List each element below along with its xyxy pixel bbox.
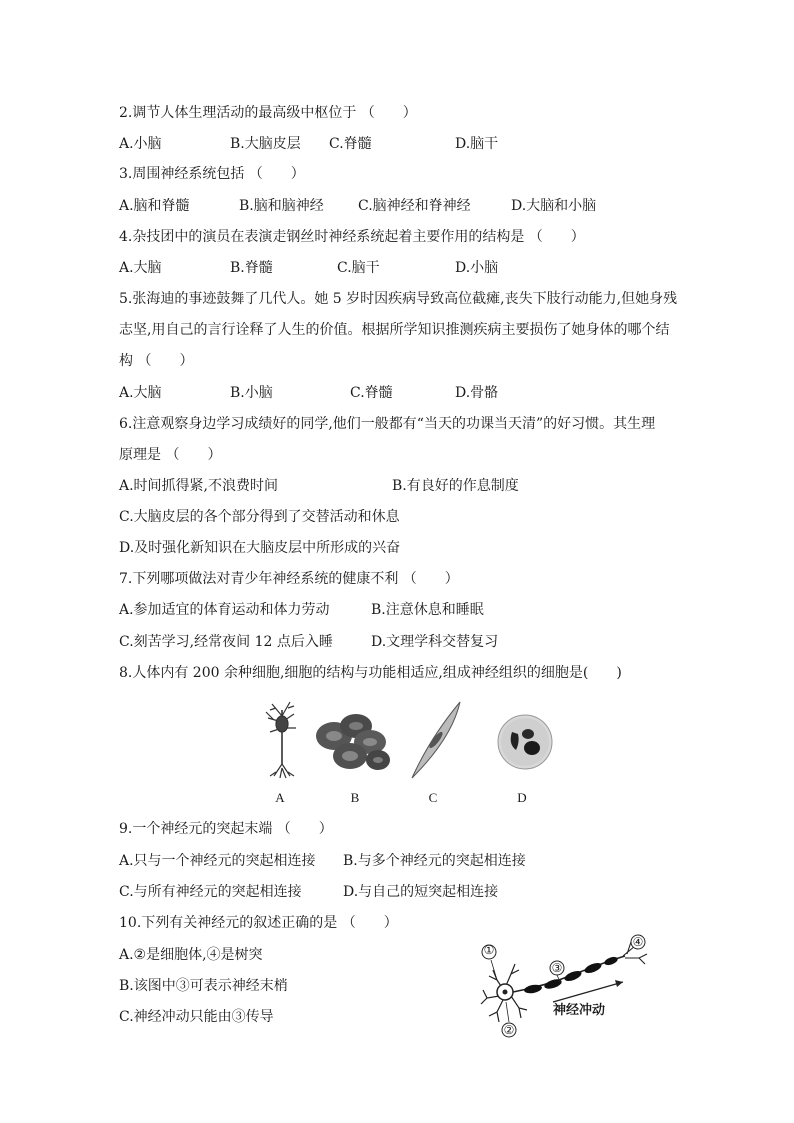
- q6-option-c: C.大脑皮层的各个部分得到了交替活动和休息: [119, 509, 400, 525]
- q4-option-c: C.脑干: [337, 260, 380, 276]
- q6-option-b: B.有良好的作息制度: [392, 478, 519, 494]
- q2-option-a: A.小脑: [119, 136, 162, 152]
- marker-1-label: ①: [483, 943, 495, 957]
- smooth-muscle-cell-image: [412, 702, 460, 778]
- figure-label-d: D: [517, 790, 527, 805]
- q3-option-a: A.脑和脊髓: [119, 198, 190, 214]
- q4-option-a: A.大脑: [119, 260, 162, 276]
- q9-option-d: D.与自己的短突起相连接: [343, 884, 499, 900]
- q10-option-c: C.神经冲动只能由③传导: [119, 1009, 274, 1025]
- q7-option-d: D.文理学科交替复习: [371, 634, 499, 650]
- q2-option-b: B.大脑皮层: [230, 136, 301, 152]
- q3-option-d: D.大脑和小脑: [511, 198, 597, 214]
- q2-option-c: C.脊髓: [329, 136, 372, 152]
- q4-option-d: D.小脑: [455, 260, 499, 276]
- q5-option-b: B.小脑: [230, 385, 273, 401]
- white-blood-cell-image: [498, 715, 552, 769]
- question-5-stem-line-2: 志坚,用自己的言行诠释了人生的价值。根据所学知识推测疾病主要损伤了她身体的哪个结: [119, 322, 670, 338]
- q4-option-b: B.脊髓: [230, 260, 273, 276]
- q7-option-b: B.注意休息和睡眠: [371, 602, 484, 618]
- impulse-caption: 神经冲动: [553, 1003, 606, 1018]
- q7-option-a: A.参加适宜的体育运动和体力劳动: [119, 602, 330, 618]
- q5-option-d: D.骨骼: [455, 385, 499, 401]
- question-7-stem: 7.下列哪项做法对青少年神经系统的健康不利 （ ）: [119, 571, 459, 587]
- q9-option-b: B.与多个神经元的突起相连接: [343, 853, 526, 869]
- q10-option-a: A.②是细胞体,④是树突: [119, 947, 263, 963]
- red-blood-cell-image: [316, 714, 390, 770]
- q5-option-a: A.大脑: [119, 385, 162, 401]
- question-2-stem: 2.调节人体生理活动的最高级中枢位于 （ ）: [119, 105, 417, 121]
- q10-option-b: B.该图中③可表示神经末梢: [119, 978, 288, 994]
- q9-option-c: C.与所有神经元的突起相连接: [119, 884, 302, 900]
- figure-label-c: C: [428, 790, 438, 805]
- q2-option-d: D.脑干: [455, 136, 499, 152]
- question-3-stem: 3.周围神经系统包括 （ ）: [119, 166, 305, 182]
- question-6-stem-line-2: 原理是 （ ）: [119, 447, 222, 463]
- marker-2-label: ②: [503, 1023, 515, 1037]
- q9-option-a: A.只与一个神经元的突起相连接: [119, 853, 316, 869]
- figure-label-b: B: [350, 790, 360, 805]
- marker-4-label: ④: [632, 935, 644, 949]
- question-10-stem: 10.下列有关神经元的叙述正确的是 （ ）: [119, 915, 398, 931]
- q6-option-a: A.时间抓得紧,不浪费时间: [119, 478, 279, 494]
- q3-option-c: C.脑神经和脊神经: [358, 198, 471, 214]
- question-9-stem: 9.一个神经元的突起末端 （ ）: [119, 821, 333, 837]
- question-6-stem-line-1: 6.注意观察身边学习成绩好的同学,他们一般都有“当天的功课当天清”的好习惯。其生理: [119, 416, 656, 432]
- marker-3-label: ③: [551, 961, 563, 975]
- q5-option-c: C.脊髓: [350, 385, 393, 401]
- q3-option-b: B.脑和脑神经: [239, 198, 324, 214]
- q6-option-d: D.及时强化新知识在大脑皮层中所形成的兴奋: [119, 540, 401, 556]
- cell-images-figure: [262, 698, 562, 786]
- question-4-stem: 4.杂技团中的演员在表演走钢丝时神经系统起着主要作用的结构是 （ ）: [119, 229, 585, 245]
- question-5-stem-line-3: 构 （ ）: [119, 353, 194, 369]
- question-8-stem: 8.人体内有 200 余种细胞,细胞的结构与功能相适应,组成神经组织的细胞是( ): [119, 665, 622, 681]
- q7-option-c: C.刻苦学习,经常夜间 12 点后入睡: [119, 634, 333, 650]
- figure-label-a: A: [275, 790, 285, 805]
- question-5-stem-line-1: 5.张海迪的事迹鼓舞了几代人。她 5 岁时因疾病导致高位截瘫,丧失下肢行动能力,但她身残: [119, 291, 678, 307]
- neuron-cell-image: [266, 702, 296, 778]
